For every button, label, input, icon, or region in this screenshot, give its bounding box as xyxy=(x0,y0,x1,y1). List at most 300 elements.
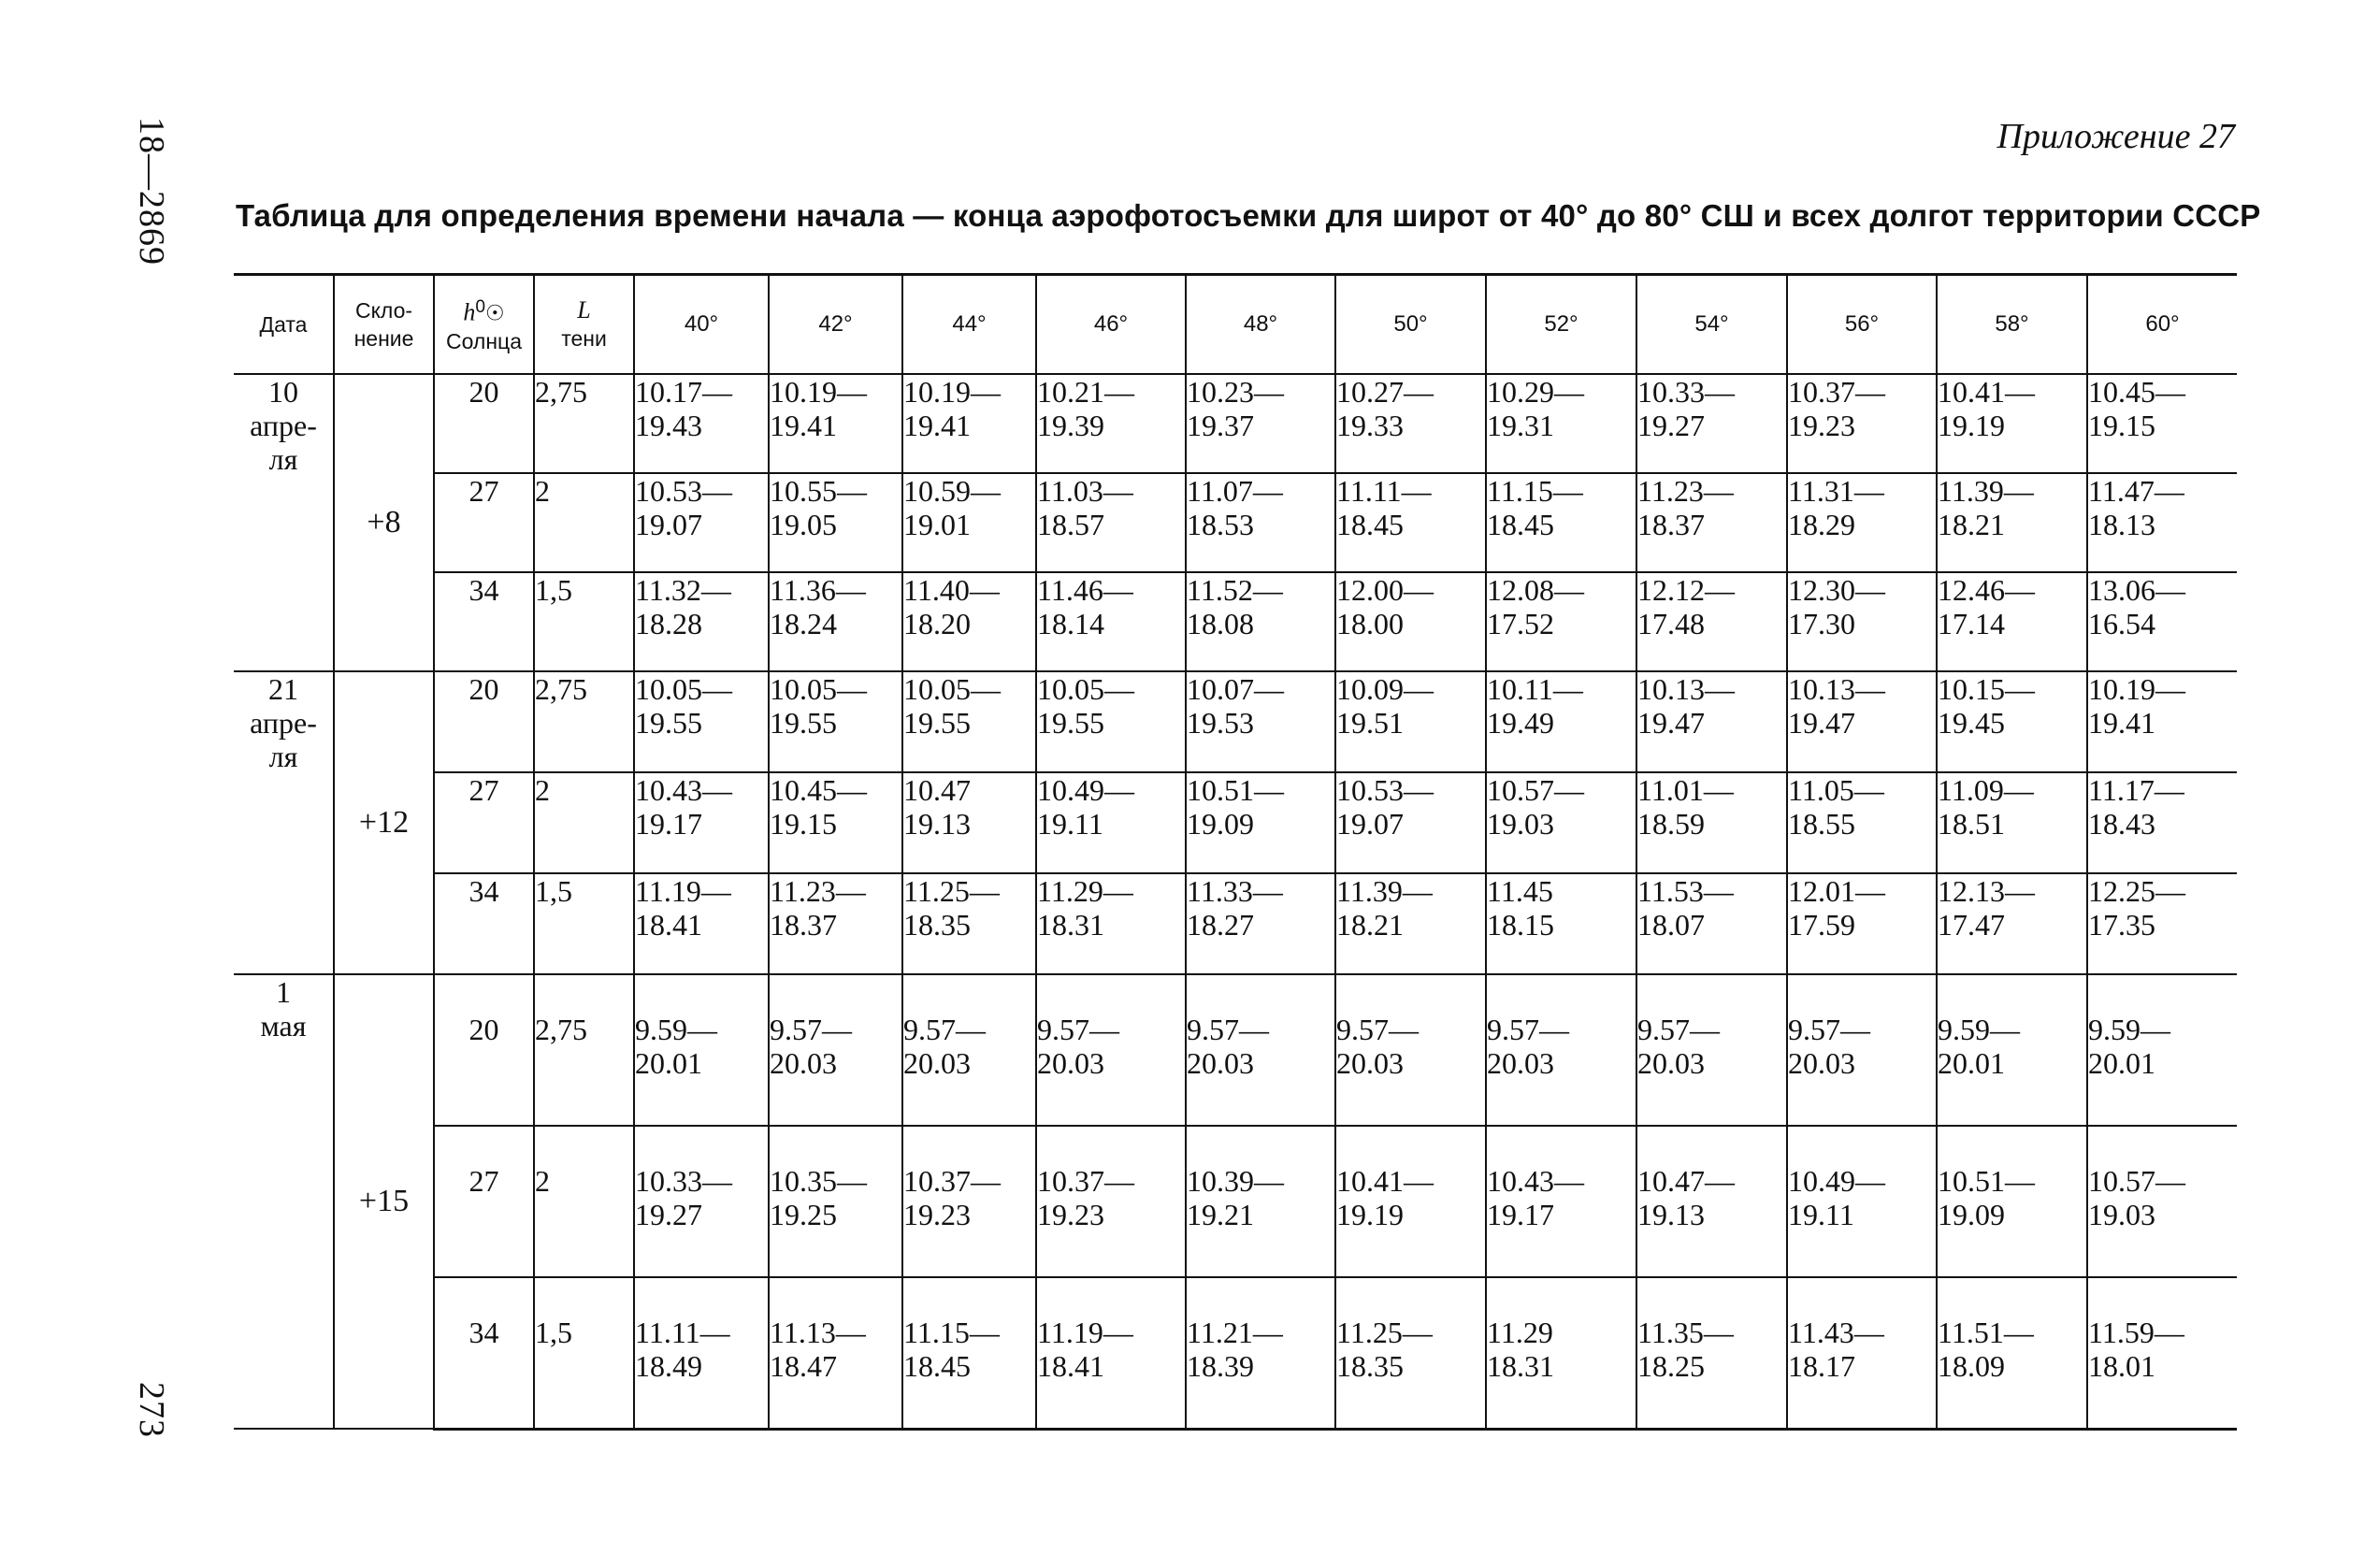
shadow-length-cell: 1,5 xyxy=(534,572,634,671)
start-time: 10.49— xyxy=(1788,1164,1885,1198)
start-time: 10.15— xyxy=(1938,672,2035,706)
end-time: 20.03 xyxy=(770,1046,837,1080)
start-time: 11.13— xyxy=(770,1316,866,1349)
start-time: 10.41— xyxy=(1938,375,2035,409)
start-time: 11.09— xyxy=(1938,773,2034,807)
start-time: 10.39— xyxy=(1187,1164,1284,1198)
time-range-cell xyxy=(634,974,769,1126)
end-time: 19.15 xyxy=(770,807,837,841)
end-time: 20.01 xyxy=(635,1046,702,1080)
time-range-cell xyxy=(1036,572,1186,671)
start-time: 11.07— xyxy=(1187,474,1283,508)
start-time: 10.05— xyxy=(903,672,1001,706)
header-lat-46: 46° xyxy=(1036,275,1186,375)
time-range-cell xyxy=(769,1126,902,1277)
time-range-cell xyxy=(2087,671,2237,772)
time-range-cell xyxy=(1335,974,1486,1126)
start-time: 11.32— xyxy=(635,573,731,607)
start-time: 10.27— xyxy=(1336,375,1434,409)
start-time: 10.51— xyxy=(1187,773,1284,807)
time-range-cell xyxy=(1636,1126,1787,1277)
end-time: 19.23 xyxy=(1037,1198,1104,1231)
start-time: 10.59— xyxy=(903,474,1001,508)
start-time: 11.11— xyxy=(1336,474,1432,508)
start-time: 9.57— xyxy=(1637,1013,1720,1046)
time-range-cell xyxy=(1036,1277,1186,1429)
page-number: 273 xyxy=(132,1382,171,1438)
end-time: 19.19 xyxy=(1938,409,2005,442)
end-time: 17.59 xyxy=(1788,908,1855,942)
start-time: 10.45— xyxy=(770,773,867,807)
shadow-length-cell: 2,75 xyxy=(534,671,634,772)
time-range-cell xyxy=(2087,772,2237,873)
start-time: 10.05— xyxy=(635,672,732,706)
end-time: 18.45 xyxy=(903,1349,971,1383)
start-time: 10.19— xyxy=(2088,672,2185,706)
time-range-cell xyxy=(1036,974,1186,1126)
end-time: 19.07 xyxy=(1336,807,1404,841)
end-time: 19.41 xyxy=(903,409,971,442)
sun-altitude-cell: 27 xyxy=(434,772,534,873)
end-time: 20.01 xyxy=(1938,1046,2005,1080)
start-time: 11.33— xyxy=(1187,874,1283,908)
shadow-length-cell: 2,75 xyxy=(534,374,634,473)
time-range-cell xyxy=(1937,1126,2087,1277)
time-range-cell xyxy=(1486,1126,1636,1277)
end-time: 19.25 xyxy=(770,1198,837,1231)
start-time: 10.05— xyxy=(1037,672,1134,706)
sun-altitude-cell: 34 xyxy=(434,572,534,671)
header-date: Дата xyxy=(234,275,334,375)
shadow-length-cell: 2 xyxy=(534,473,634,572)
time-range-cell xyxy=(902,374,1036,473)
start-time: 10.37— xyxy=(903,1164,1001,1198)
time-range-cell xyxy=(1335,772,1486,873)
end-time: 18.59 xyxy=(1637,807,1705,841)
end-time: 17.47 xyxy=(1938,908,2005,942)
time-range-cell xyxy=(2087,974,2237,1126)
time-range-cell xyxy=(1787,473,1937,572)
time-range-cell xyxy=(1937,873,2087,974)
time-range-cell xyxy=(1636,974,1787,1126)
start-time: 10.49— xyxy=(1037,773,1134,807)
start-time: 10.09— xyxy=(1336,672,1434,706)
declination-cell: +8 xyxy=(334,374,434,671)
date-line: 1 xyxy=(276,975,291,1009)
table-row xyxy=(234,473,2237,572)
start-time: 10.17— xyxy=(635,375,732,409)
start-time: 11.36— xyxy=(770,573,866,607)
time-range-cell xyxy=(902,473,1036,572)
start-time: 12.25— xyxy=(2088,874,2185,908)
end-time: 18.00 xyxy=(1336,607,1404,640)
time-range-cell xyxy=(902,873,1036,974)
time-range-cell xyxy=(1636,374,1787,473)
header-lat-48: 48° xyxy=(1186,275,1335,375)
time-range-cell xyxy=(1937,572,2087,671)
header-row xyxy=(234,275,2237,375)
date-cell xyxy=(234,671,334,974)
start-time: 10.55— xyxy=(770,474,867,508)
start-time: 10.13— xyxy=(1637,672,1735,706)
start-time: 11.45 xyxy=(1487,874,1553,908)
end-time: 19.41 xyxy=(770,409,837,442)
time-range-cell xyxy=(1335,873,1486,974)
sun-altitude-cell: 34 xyxy=(434,1277,534,1429)
start-time: 10.51— xyxy=(1938,1164,2035,1198)
end-time: 20.03 xyxy=(1187,1046,1254,1080)
start-time: 11.19— xyxy=(635,874,731,908)
start-time: 10.35— xyxy=(770,1164,867,1198)
end-time: 19.47 xyxy=(1788,706,1855,740)
end-time: 19.13 xyxy=(1637,1198,1705,1231)
time-range-cell xyxy=(902,974,1036,1126)
start-time: 10.57— xyxy=(2088,1164,2185,1198)
start-time: 10.13— xyxy=(1788,672,1885,706)
end-time: 20.01 xyxy=(2088,1046,2155,1080)
end-time: 20.03 xyxy=(1487,1046,1554,1080)
shadow-length-cell: 2,75 xyxy=(534,974,634,1126)
shadow-length-cell: 1,5 xyxy=(534,873,634,974)
end-time: 19.47 xyxy=(1637,706,1705,740)
table-row xyxy=(234,772,2237,873)
time-range-cell xyxy=(769,374,902,473)
time-range-cell xyxy=(769,772,902,873)
end-time: 19.39 xyxy=(1037,409,1104,442)
end-time: 18.09 xyxy=(1938,1349,2005,1383)
time-range-cell xyxy=(1335,671,1486,772)
end-time: 18.45 xyxy=(1336,508,1404,541)
table-body xyxy=(234,374,2237,1429)
time-range-cell xyxy=(769,572,902,671)
start-time: 11.03— xyxy=(1037,474,1133,508)
time-range-cell xyxy=(1036,772,1186,873)
end-time: 17.35 xyxy=(2088,908,2155,942)
time-range-cell xyxy=(1937,772,2087,873)
end-time: 19.27 xyxy=(635,1198,702,1231)
time-range-cell xyxy=(1486,1277,1636,1429)
time-range-cell xyxy=(1937,374,2087,473)
start-time: 11.39— xyxy=(1336,874,1433,908)
start-time: 10.53— xyxy=(635,474,732,508)
time-range-cell xyxy=(769,873,902,974)
start-time: 10.57— xyxy=(1487,773,1584,807)
end-time: 18.47 xyxy=(770,1349,837,1383)
end-time: 19.37 xyxy=(1187,409,1254,442)
start-time: 11.23— xyxy=(1637,474,1734,508)
start-time: 11.47— xyxy=(2088,474,2184,508)
time-range-cell xyxy=(1335,1126,1486,1277)
start-time: 10.23— xyxy=(1187,375,1284,409)
time-range-cell xyxy=(1186,873,1335,974)
time-range-cell xyxy=(1186,671,1335,772)
date-line: апре- xyxy=(250,409,317,442)
time-range-cell xyxy=(2087,1126,2237,1277)
time-range-cell xyxy=(634,1126,769,1277)
start-time: 11.40— xyxy=(903,573,1000,607)
end-time: 19.41 xyxy=(2088,706,2155,740)
start-time: 9.59— xyxy=(1938,1013,2020,1046)
time-range-cell xyxy=(1186,572,1335,671)
end-time: 18.41 xyxy=(1037,1349,1104,1383)
time-range-cell xyxy=(1787,772,1937,873)
start-time: 9.57— xyxy=(1788,1013,1870,1046)
end-time: 18.15 xyxy=(1487,908,1554,942)
end-time: 18.39 xyxy=(1187,1349,1254,1383)
table-row xyxy=(234,1126,2237,1277)
time-range-cell xyxy=(634,374,769,473)
start-time: 11.31— xyxy=(1788,474,1884,508)
start-time: 10.41— xyxy=(1336,1164,1434,1198)
end-time: 19.13 xyxy=(903,807,971,841)
start-time: 11.01— xyxy=(1637,773,1734,807)
time-range-cell xyxy=(1486,572,1636,671)
end-time: 19.21 xyxy=(1187,1198,1254,1231)
time-range-cell xyxy=(1036,374,1186,473)
start-time: 11.43— xyxy=(1788,1316,1884,1349)
start-time: 11.53— xyxy=(1637,874,1734,908)
end-time: 18.13 xyxy=(2088,508,2155,541)
shadow-length-cell: 2 xyxy=(534,772,634,873)
date-line: ля xyxy=(268,740,298,773)
time-range-cell xyxy=(1486,374,1636,473)
end-time: 19.31 xyxy=(1487,409,1554,442)
start-time: 11.29— xyxy=(1037,874,1133,908)
start-time: 12.00— xyxy=(1336,573,1434,607)
end-time: 20.03 xyxy=(1637,1046,1705,1080)
end-time: 18.37 xyxy=(770,908,837,942)
time-range-cell xyxy=(1186,473,1335,572)
end-time: 18.25 xyxy=(1637,1349,1705,1383)
sun-altitude-cell: 34 xyxy=(434,873,534,974)
time-range-cell xyxy=(1636,572,1787,671)
start-time: 10.43— xyxy=(635,773,732,807)
time-range-cell xyxy=(1486,873,1636,974)
time-range-cell xyxy=(1787,974,1937,1126)
start-time: 10.47— xyxy=(1637,1164,1735,1198)
time-range-cell xyxy=(2087,873,2237,974)
table-title: Таблица для определения времени начала — конца аэрофотосъемки для широт от 40° до 80° СШ и всех долгот территории СССР xyxy=(236,198,2261,233)
time-range-cell xyxy=(1036,1126,1186,1277)
date-cell xyxy=(234,374,334,671)
end-time: 18.17 xyxy=(1788,1349,1855,1383)
time-range-cell xyxy=(1937,671,2087,772)
header-sun-altitude: $h^0☉$ Солнца xyxy=(434,275,534,375)
start-time: 11.15— xyxy=(1487,474,1583,508)
end-time: 18.21 xyxy=(1938,508,2005,541)
sun-time-table xyxy=(234,273,2237,1431)
end-time: 18.31 xyxy=(1487,1349,1554,1383)
start-time: 11.25— xyxy=(903,874,1000,908)
time-range-cell xyxy=(1186,772,1335,873)
start-time: 9.57— xyxy=(770,1013,852,1046)
sun-altitude-cell: 20 xyxy=(434,374,534,473)
time-range-cell xyxy=(1036,873,1186,974)
end-time: 19.03 xyxy=(2088,1198,2155,1231)
start-time: 9.57— xyxy=(1187,1013,1269,1046)
end-time: 18.35 xyxy=(1336,1349,1404,1383)
end-time: 19.55 xyxy=(903,706,971,740)
end-time: 18.29 xyxy=(1788,508,1855,541)
header-declination: Скло- нение xyxy=(334,275,434,375)
start-time: 12.46— xyxy=(1938,573,2035,607)
start-time: 11.23— xyxy=(770,874,866,908)
end-time: 18.31 xyxy=(1037,908,1104,942)
end-time: 18.21 xyxy=(1336,908,1404,942)
time-range-cell xyxy=(1787,374,1937,473)
end-time: 19.01 xyxy=(903,508,971,541)
header-lat-56: 56° xyxy=(1787,275,1937,375)
header-shadow-length: L тени xyxy=(534,275,634,375)
start-time: 11.59— xyxy=(2088,1316,2184,1349)
date-line: 10 xyxy=(268,375,298,409)
date-line: ля xyxy=(268,442,298,476)
end-time: 19.15 xyxy=(2088,409,2155,442)
end-time: 17.14 xyxy=(1938,607,2005,640)
end-time: 18.55 xyxy=(1788,807,1855,841)
declination-cell: +15 xyxy=(334,974,434,1429)
time-range-cell xyxy=(1787,671,1937,772)
time-range-cell xyxy=(1335,572,1486,671)
header-lat-50: 50° xyxy=(1335,275,1486,375)
start-time: 12.12— xyxy=(1637,573,1735,607)
shadow-length-cell: 2 xyxy=(534,1126,634,1277)
sun-altitude-cell: 20 xyxy=(434,974,534,1126)
end-time: 17.30 xyxy=(1788,607,1855,640)
table-row xyxy=(234,1277,2237,1429)
time-range-cell xyxy=(769,671,902,772)
start-time: 9.59— xyxy=(635,1013,717,1046)
time-range-cell xyxy=(1486,772,1636,873)
time-range-cell xyxy=(634,473,769,572)
end-time: 16.54 xyxy=(2088,607,2155,640)
header-lat-58: 58° xyxy=(1937,275,2087,375)
start-time: 12.30— xyxy=(1788,573,1885,607)
start-time: 11.19— xyxy=(1037,1316,1133,1349)
end-time: 19.17 xyxy=(635,807,702,841)
start-time: 11.35— xyxy=(1637,1316,1734,1349)
header-lat-60: 60° xyxy=(2087,275,2237,375)
table-row xyxy=(234,572,2237,671)
end-time: 18.01 xyxy=(2088,1349,2155,1383)
end-time: 19.33 xyxy=(1336,409,1404,442)
end-time: 19.55 xyxy=(770,706,837,740)
end-time: 20.03 xyxy=(1788,1046,1855,1080)
time-range-cell xyxy=(1335,1277,1486,1429)
header-lat-40: 40° xyxy=(634,275,769,375)
header-lat-52: 52° xyxy=(1486,275,1636,375)
end-time: 19.53 xyxy=(1187,706,1254,740)
start-time: 10.37— xyxy=(1037,1164,1134,1198)
time-range-cell xyxy=(1335,473,1486,572)
start-time: 10.45— xyxy=(2088,375,2185,409)
time-range-cell xyxy=(769,1277,902,1429)
end-time: 17.52 xyxy=(1487,607,1554,640)
time-range-cell xyxy=(634,1277,769,1429)
time-range-cell xyxy=(1036,671,1186,772)
end-time: 19.55 xyxy=(635,706,702,740)
time-range-cell xyxy=(1186,374,1335,473)
start-time: 13.06— xyxy=(2088,573,2185,607)
start-time: 10.11— xyxy=(1487,672,1583,706)
table-row xyxy=(234,374,2237,473)
end-time: 18.37 xyxy=(1637,508,1705,541)
time-range-cell xyxy=(634,671,769,772)
start-time: 10.47 xyxy=(903,773,971,807)
time-range-cell xyxy=(1937,473,2087,572)
end-time: 18.53 xyxy=(1187,508,1254,541)
time-range-cell xyxy=(1636,473,1787,572)
end-time: 19.23 xyxy=(1788,409,1855,442)
date-line: апре- xyxy=(250,706,317,740)
end-time: 18.28 xyxy=(635,607,702,640)
end-time: 18.07 xyxy=(1637,908,1705,942)
time-range-cell xyxy=(1636,772,1787,873)
time-range-cell xyxy=(1787,1126,1937,1277)
sun-altitude-cell: 20 xyxy=(434,671,534,772)
end-time: 19.27 xyxy=(1637,409,1705,442)
table-row xyxy=(234,974,2237,1126)
start-time: 9.57— xyxy=(1037,1013,1119,1046)
time-range-cell xyxy=(1036,473,1186,572)
document-code: 18—2869 xyxy=(132,117,171,266)
time-range-cell xyxy=(1787,873,1937,974)
header-lat-42: 42° xyxy=(769,275,902,375)
end-time: 18.14 xyxy=(1037,607,1104,640)
time-range-cell xyxy=(902,671,1036,772)
time-range-cell xyxy=(1937,974,2087,1126)
start-time: 9.59— xyxy=(2088,1013,2170,1046)
time-range-cell xyxy=(2087,572,2237,671)
time-range-cell xyxy=(1486,974,1636,1126)
start-time: 11.11— xyxy=(635,1316,730,1349)
time-range-cell xyxy=(902,572,1036,671)
start-time: 11.21— xyxy=(1187,1316,1283,1349)
end-time: 20.03 xyxy=(1336,1046,1404,1080)
time-range-cell xyxy=(902,1277,1036,1429)
time-range-cell xyxy=(2087,473,2237,572)
table-row xyxy=(234,873,2237,974)
time-range-cell xyxy=(902,772,1036,873)
start-time: 9.57— xyxy=(903,1013,986,1046)
start-time: 10.05— xyxy=(770,672,867,706)
sun-altitude-cell: 27 xyxy=(434,473,534,572)
end-time: 19.49 xyxy=(1487,706,1554,740)
end-time: 18.27 xyxy=(1187,908,1254,942)
header-lat-44: 44° xyxy=(902,275,1036,375)
sun-symbol-icon: ☉ xyxy=(485,300,505,325)
end-time: 19.11 xyxy=(1037,807,1103,841)
time-range-cell xyxy=(634,572,769,671)
start-time: 10.53— xyxy=(1336,773,1434,807)
end-time: 20.03 xyxy=(1037,1046,1104,1080)
end-time: 19.43 xyxy=(635,409,702,442)
date-line: мая xyxy=(260,1009,307,1043)
start-time: 10.21— xyxy=(1037,375,1134,409)
time-range-cell xyxy=(1335,374,1486,473)
end-time: 19.45 xyxy=(1938,706,2005,740)
time-range-cell xyxy=(769,473,902,572)
time-range-cell xyxy=(1937,1277,2087,1429)
time-range-cell xyxy=(634,873,769,974)
end-time: 19.55 xyxy=(1037,706,1104,740)
start-time: 10.19— xyxy=(770,375,867,409)
time-range-cell xyxy=(1636,873,1787,974)
start-time: 10.19— xyxy=(903,375,1001,409)
start-time: 10.33— xyxy=(1637,375,1735,409)
start-time: 10.33— xyxy=(635,1164,732,1198)
end-time: 19.09 xyxy=(1187,807,1254,841)
